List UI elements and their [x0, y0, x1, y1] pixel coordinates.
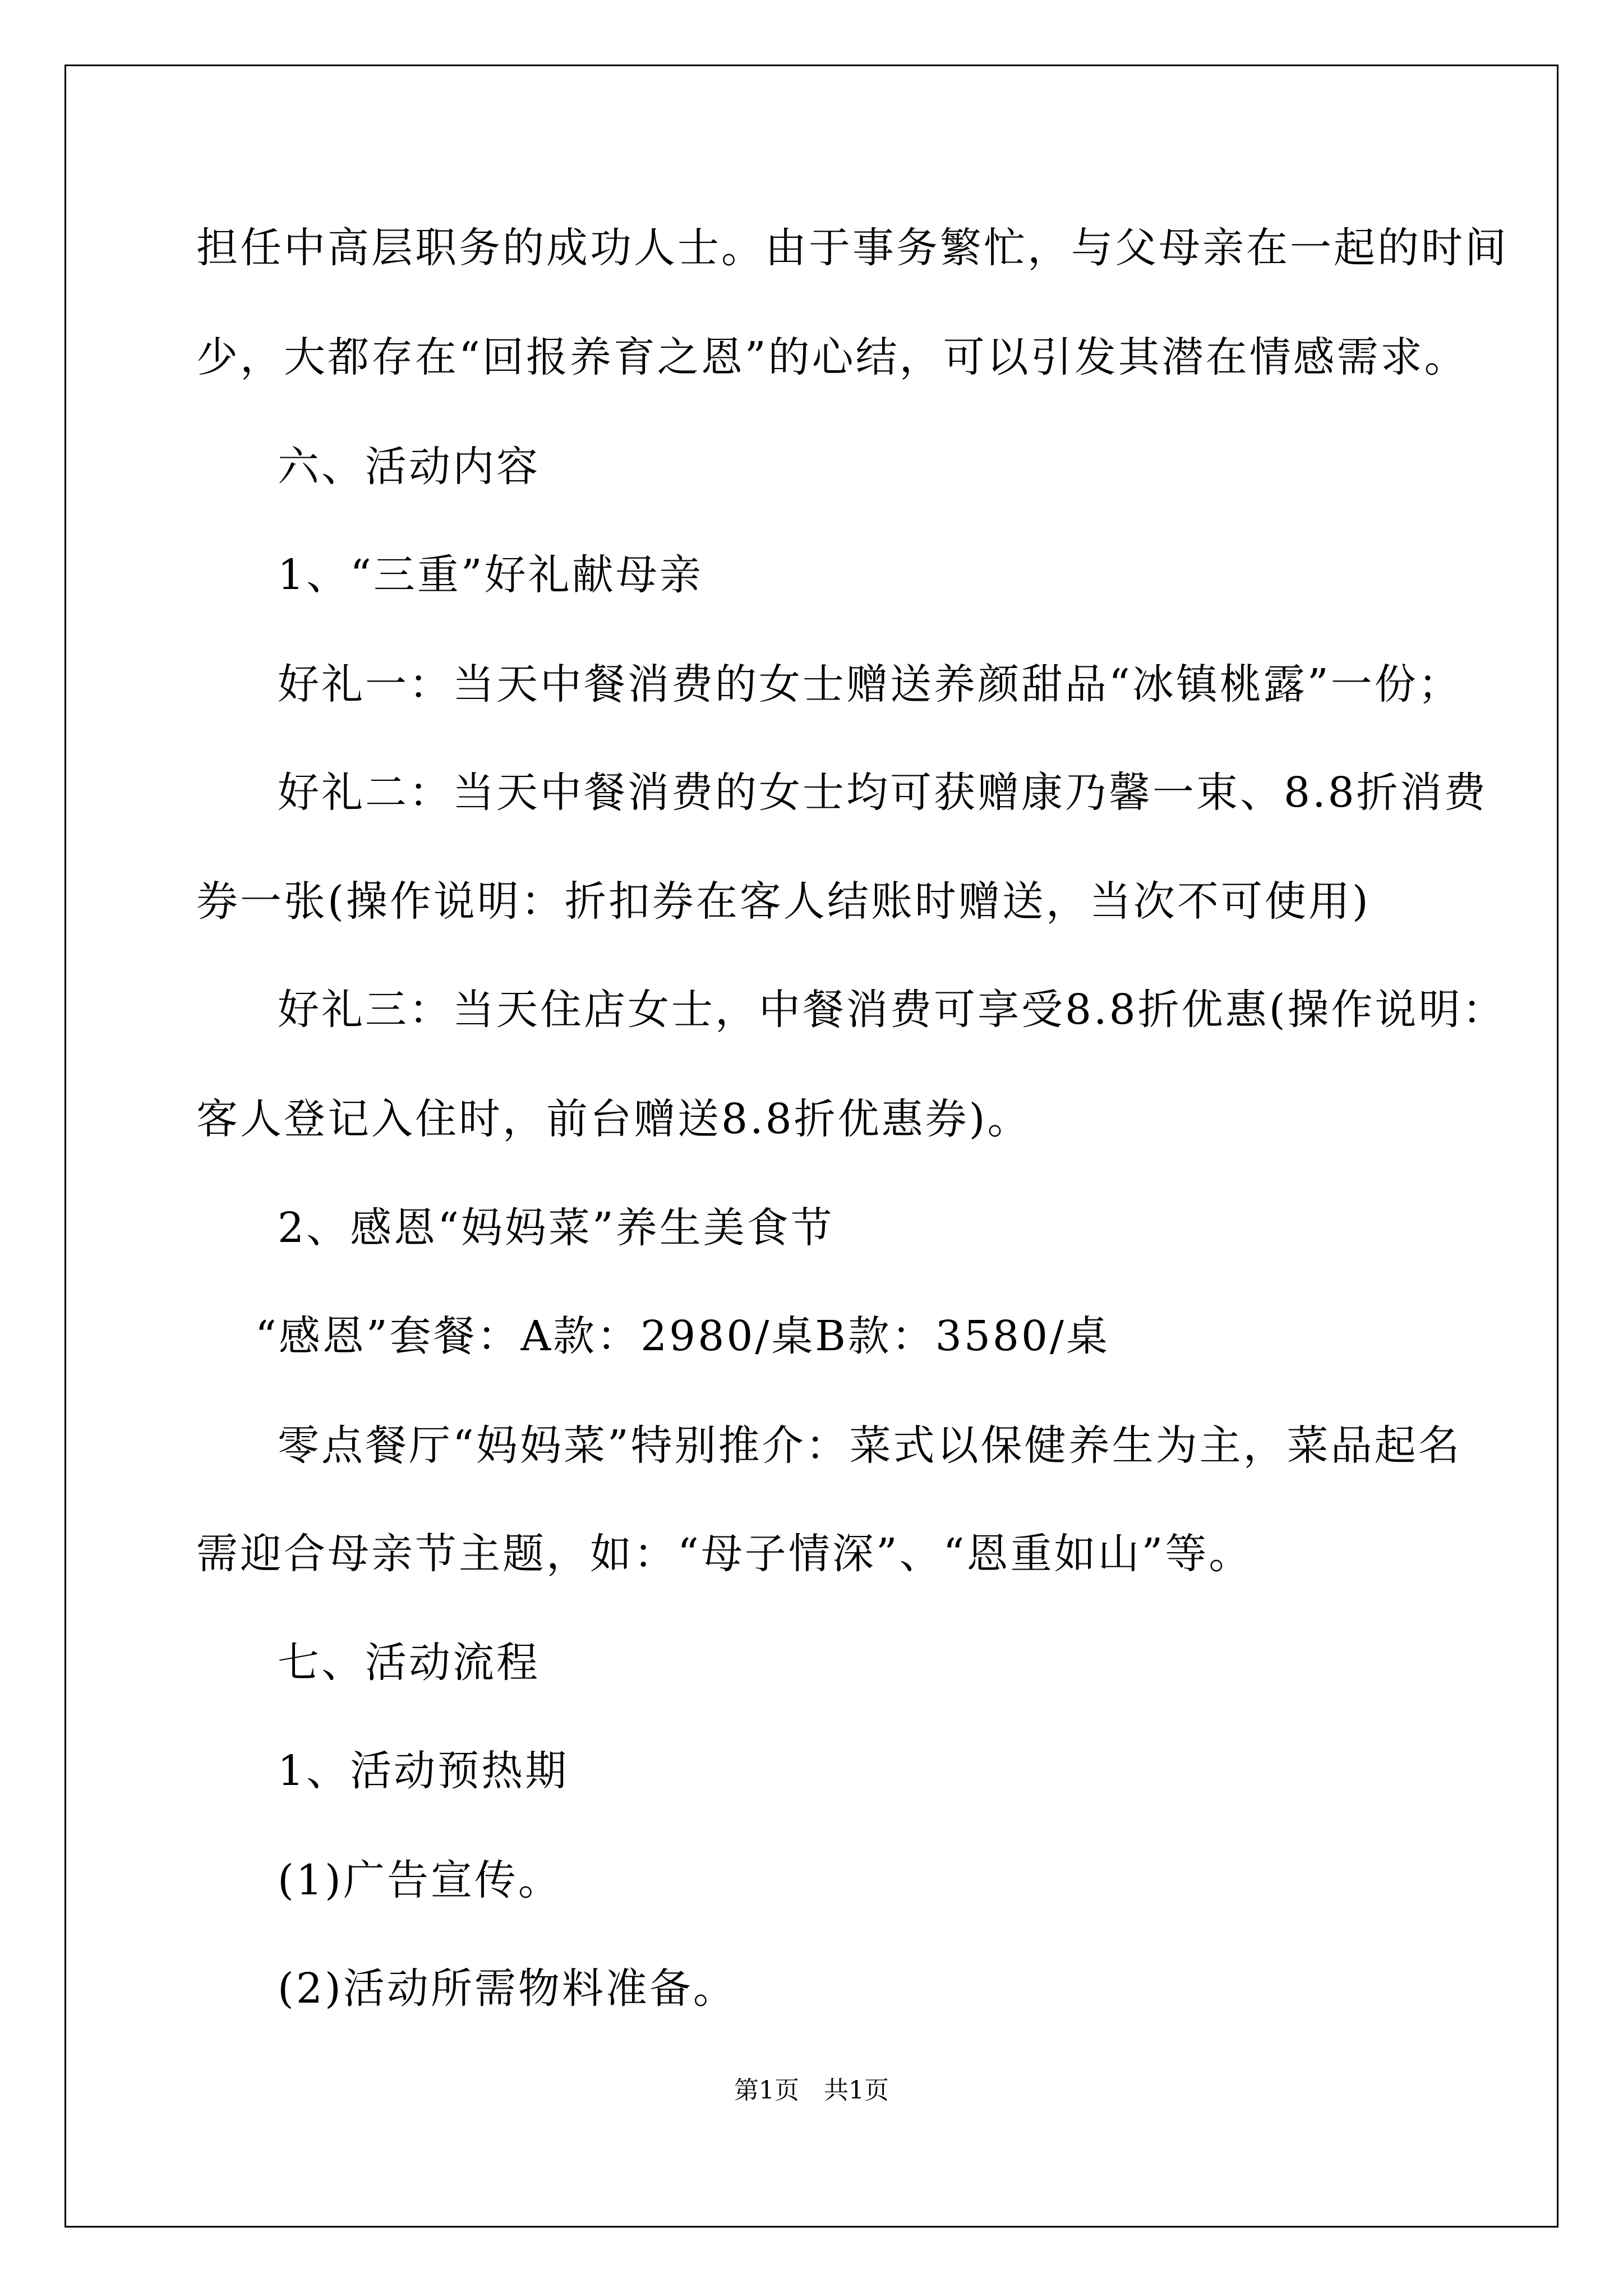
page-number-footer: 第1页 共1页 — [734, 2076, 889, 2105]
subsection-heading: 1、活动预热期 — [278, 1747, 569, 1795]
text-line: 担任中高层职务的成功人士。由于事务繁忙，与父母亲在一起的时间 — [196, 224, 1509, 272]
text-line: 需迎合母亲节主题，如：“母子情深”、“恩重如山”等。 — [196, 1530, 1253, 1578]
section-heading: 六、活动内容 — [278, 443, 540, 491]
list-item: (2)活动所需物料准备。 — [278, 1964, 737, 2013]
subsection-heading: 2、感恩“妈妈菜”养生美食节 — [278, 1204, 834, 1252]
text-line: “感恩”套餐：A款：2980/桌B款：3580/桌 — [255, 1312, 1110, 1360]
text-line: 好礼二：当天中餐消费的女士均可获赠康乃馨一束、8.8折消费 — [278, 769, 1488, 817]
subsection-heading: 1、“三重”好礼献母亲 — [278, 551, 703, 599]
text-line: 好礼三：当天住店女士，中餐消费可享受8.8折优惠(操作说明： — [278, 986, 1506, 1034]
text-line: 好礼一：当天中餐消费的女士赠送养颜甜品“冰镇桃露”一份； — [278, 660, 1462, 708]
text-line: 零点餐厅“妈妈菜”特别推介：菜式以保健养生为主，菜品起名 — [278, 1421, 1462, 1470]
text-line: 少，大都存在“回报养育之恩”的心结，可以引发其潜在情感需求。 — [196, 333, 1468, 381]
text-line: 券一张(操作说明：折扣券在客人结账时赠送，当次不可使用) — [196, 877, 1371, 926]
text-line: 客人登记入住时，前台赠送8.8折优惠券)。 — [196, 1095, 1031, 1143]
list-item: (1)广告宣传。 — [278, 1856, 562, 1904]
section-heading: 七、活动流程 — [278, 1639, 540, 1687]
